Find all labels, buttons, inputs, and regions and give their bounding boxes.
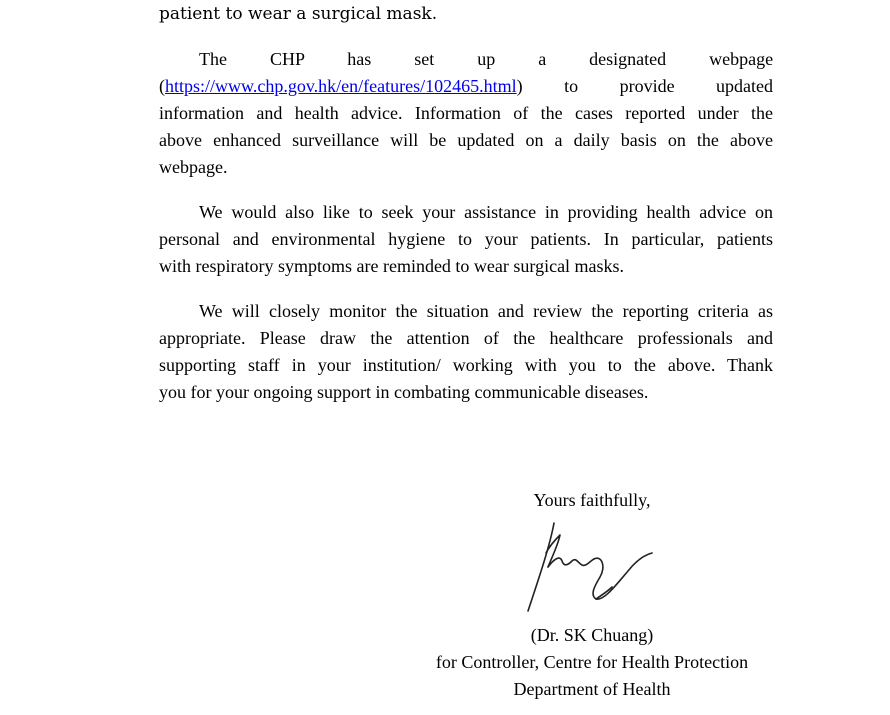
paragraph-1-tail: patient to wear a surgical mask. xyxy=(159,4,438,24)
paragraph-2-line-1 xyxy=(159,46,773,73)
valediction: Yours faithfully, xyxy=(533,490,651,510)
word: a xyxy=(538,49,547,69)
open-paren: ( xyxy=(159,76,165,96)
link-group xyxy=(159,76,523,96)
close-paren: ) xyxy=(516,76,523,96)
paragraph-2-line-2 xyxy=(159,73,773,100)
paragraph-4-line-3: supporting staff in your institution/ working with you to the above. Thank xyxy=(159,355,773,375)
word: updated xyxy=(716,76,774,96)
signatory-name: (Dr. SK Chuang) xyxy=(530,625,654,645)
word: provide xyxy=(619,76,675,96)
word: webpage xyxy=(709,49,774,69)
paragraph-3-line-2: personal and environmental hygiene to your patients. In particular, patients xyxy=(159,229,773,249)
word: to xyxy=(564,76,579,96)
paragraph-3-line-1: We would also like to seek your assistance in providing health advice on xyxy=(199,202,773,222)
word: designated xyxy=(589,49,667,69)
word: up xyxy=(477,49,496,69)
word: has xyxy=(347,49,372,69)
paragraph-2-line-4: above enhanced surveillance will be updated on a daily basis on the above xyxy=(159,130,773,150)
paragraph-2-line-3: information and health advice. Information of the cases reported under the xyxy=(159,103,773,123)
paragraph-4-line-2: appropriate. Please draw the attention of the healthcare professionals and xyxy=(159,328,773,348)
word: set xyxy=(414,49,435,69)
paragraph-2-line-5: webpage. xyxy=(159,157,228,177)
paragraph-4-line-1: We will closely monitor the situation and review the reporting criteria as xyxy=(199,301,773,321)
handwritten-signature xyxy=(520,515,660,615)
department-name: Department of Health xyxy=(513,679,671,699)
paragraph-4-line-4: you for your ongoing support in combating communicable diseases. xyxy=(159,382,649,402)
signatory-title: for Controller, Centre for Health Protection xyxy=(435,652,749,672)
word: CHP xyxy=(269,49,305,69)
word: The xyxy=(199,49,227,69)
paragraph-3-line-3: with respiratory symptoms are reminded to wear surgical masks. xyxy=(159,256,625,276)
chp-webpage-link[interactable]: https://www.chp.gov.hk/en/features/102465.html xyxy=(165,76,517,96)
